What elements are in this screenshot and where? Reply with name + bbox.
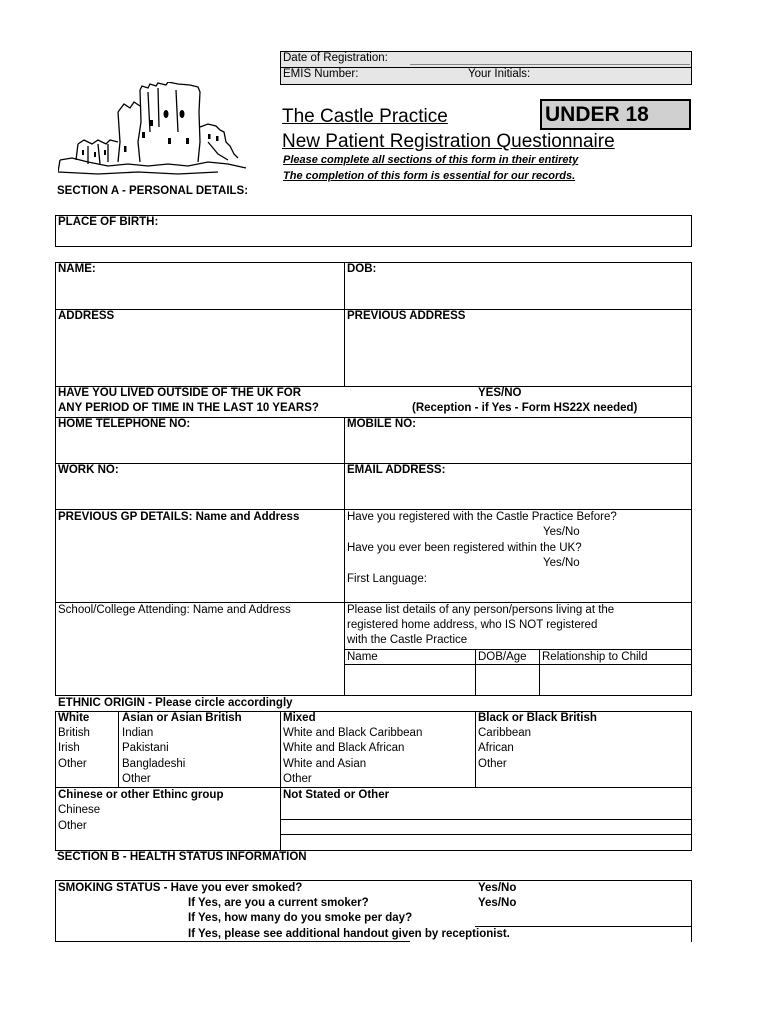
ethnic-origin-title: ETHNIC ORIGIN - Please circle accordingly <box>58 697 293 709</box>
your-initials-label: Your Initials: <box>468 68 531 80</box>
name-label: NAME: <box>58 263 96 275</box>
asian-option-bangladeshi[interactable]: Bangladeshi <box>122 758 186 770</box>
mobile-field[interactable] <box>345 431 691 462</box>
white-option-other[interactable]: Other <box>58 758 87 770</box>
asian-option-indian[interactable]: Indian <box>122 727 154 739</box>
name-field[interactable] <box>56 276 343 308</box>
person-relationship-cell[interactable] <box>540 665 691 695</box>
registered-uk-yes-no[interactable]: Yes/No <box>543 557 580 569</box>
home-telephone-label: HOME TELEPHONE NO: <box>58 418 191 430</box>
form-title: New Patient Registration Questionnaire <box>282 131 615 152</box>
smoking-yes-no-2[interactable]: Yes/No <box>478 897 517 909</box>
section-a-title: SECTION A - PERSONAL DETAILS: <box>57 185 249 197</box>
asian-option-other[interactable]: Other <box>122 773 151 785</box>
persons-col-dob-age: DOB/Age <box>478 651 527 663</box>
persons-col-relationship: Relationship to Child <box>542 651 648 663</box>
email-label: EMAIL ADDRESS: <box>347 464 446 476</box>
registered-uk-question: Have you ever been registered within the UK? <box>347 542 582 554</box>
persons-instruction-2: registered home address, who IS NOT registered <box>347 619 598 631</box>
black-option-african[interactable]: African <box>478 742 514 754</box>
white-option-british[interactable]: British <box>58 727 90 739</box>
lived-outside-uk-yes-no[interactable]: YES/NO <box>478 387 522 399</box>
cigarettes-per-day-field[interactable] <box>476 910 690 925</box>
work-no-field[interactable] <box>56 477 343 508</box>
section-b-title: SECTION B - HEALTH STATUS INFORMATION <box>57 851 307 863</box>
smoking-question-2: If Yes, are you a current smoker? <box>188 897 369 909</box>
under-18-text: UNDER 18 <box>545 103 649 126</box>
smoking-yes-no-1[interactable]: Yes/No <box>478 882 517 894</box>
lived-outside-uk-question-1: HAVE YOU LIVED OUTSIDE OF THE UK FOR <box>58 387 302 399</box>
asian-option-pakistani[interactable]: Pakistani <box>122 742 169 754</box>
registered-before-yes-no[interactable]: Yes/No <box>543 526 580 538</box>
person-dob-cell[interactable] <box>476 665 538 695</box>
instruction-2: The completion of this form is essential for our records. <box>283 170 576 182</box>
home-telephone-field[interactable] <box>56 431 343 462</box>
lived-outside-uk-question-2: ANY PERIOD OF TIME IN THE LAST 10 YEARS? <box>58 402 319 414</box>
mixed-option-caribbean[interactable]: White and Black Caribbean <box>283 727 423 739</box>
mobile-label: MOBILE NO: <box>347 418 416 430</box>
not-stated-heading: Not Stated or Other <box>283 789 390 801</box>
chinese-heading: Chinese or other Ethinc group <box>58 789 224 801</box>
address-field[interactable] <box>56 323 343 385</box>
address-label: ADDRESS <box>58 310 115 322</box>
mixed-heading: Mixed <box>283 712 316 724</box>
persons-instruction-3: with the Castle Practice <box>347 634 468 646</box>
previous-address-label: PREVIOUS ADDRESS <box>347 310 466 322</box>
white-heading: White <box>58 712 90 724</box>
date-of-registration-field[interactable] <box>410 64 690 65</box>
smoking-question-4: If Yes, please see additional handout given by receptionist. <box>188 928 510 940</box>
instruction-1: Please complete all sections of this form in their entirety <box>283 154 579 166</box>
white-option-irish[interactable]: Irish <box>58 742 80 754</box>
mixed-option-asian[interactable]: White and Asian <box>283 758 367 770</box>
mixed-option-other[interactable]: Other <box>283 773 312 785</box>
smoking-question-1: SMOKING STATUS - Have you ever smoked? <box>58 882 303 894</box>
email-field[interactable] <box>345 477 691 508</box>
previous-gp-field[interactable] <box>56 525 343 601</box>
black-option-caribbean[interactable]: Caribbean <box>478 727 532 739</box>
emis-number-label: EMIS Number: <box>283 68 359 80</box>
school-field[interactable] <box>56 618 343 695</box>
asian-heading: Asian or Asian British <box>122 712 242 724</box>
previous-gp-label: PREVIOUS GP DETAILS: Name and Address <box>58 511 300 523</box>
mixed-option-african[interactable]: White and Black African <box>283 742 405 754</box>
previous-address-field[interactable] <box>345 323 691 385</box>
chinese-option-chinese[interactable]: Chinese <box>58 804 101 816</box>
reception-note: (Reception - if Yes - Form HS22X needed) <box>412 402 638 414</box>
smoking-question-3: If Yes, how many do you smoke per day? <box>188 912 413 924</box>
persons-instruction-1: Please list details of any person/persons living at the <box>347 604 615 616</box>
practice-name: The Castle Practice <box>282 106 448 127</box>
school-label: School/College Attending: Name and Address <box>58 604 291 616</box>
dob-label: DOB: <box>347 263 377 275</box>
persons-col-name: Name <box>347 651 378 663</box>
date-of-registration-label: Date of Registration: <box>283 52 388 64</box>
first-language-label: First Language: <box>347 573 427 585</box>
place-of-birth-label: PLACE OF BIRTH: <box>58 216 159 228</box>
chinese-option-other[interactable]: Other <box>58 820 87 832</box>
dob-field[interactable] <box>345 276 691 308</box>
black-heading: Black or Black British <box>478 712 597 724</box>
castle-logo <box>58 82 248 182</box>
registered-before-question: Have you registered with the Castle Practice Before? <box>347 511 617 523</box>
work-no-label: WORK NO: <box>58 464 119 476</box>
person-name-cell[interactable] <box>345 665 474 695</box>
black-option-other[interactable]: Other <box>478 758 507 770</box>
not-stated-field[interactable] <box>281 803 690 849</box>
